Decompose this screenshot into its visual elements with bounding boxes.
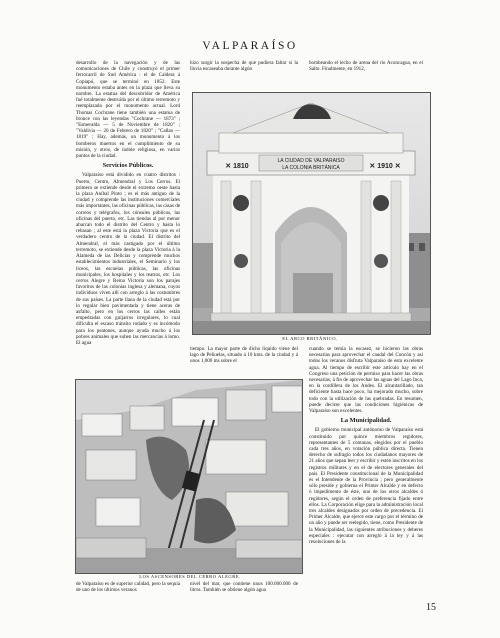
arch-inscription-line2: LA COLONIA BRITÁNICA	[282, 165, 340, 171]
paragraph: El gobierno municipal autónomo de Valparaíso está constituido por quince miembros regidores, representantes de 5 comunas, elegidos por el pueblo cada tres años, en votación pública directa. Tienen derecho de sufragio todos los ciudadanos mayores de 21 años que sepan leer y escribir y estén inscritos en los registros militares y en el de electores generales del país. El Presidente constitucional de la Municipalidad es el Intendente de la Provincia ; pero generalmente sólo preside y gobierna el Primer Alcalde y en defecto ó impedimento de éste, uno de los otros alcaldes ó regidores, según el orden de preferencia fijado entre ellos. La Corporación elige para la administración local tres alcaldes designados por orden de precedencia. El Primer Alcalde, que ejerce este cargo por el término de un año y puede ser reelegido, tiene, como Presidente de la Municipalidad, las siguientes atribuciones y deberes especiales : ejecutar con arreglo á la ley y á las resoluciones de la	[309, 427, 423, 546]
page-number: 15	[426, 602, 436, 613]
paragraph: cuando se temía la escasez, se hicieron las obras necesarias para aprovechar el caudal del Concón y así todos los veranos disfruta Valparaíso de esta excelente agua. Al tiempo de escribir este artículo hay en el Congreso una petición de permiso para hacer las obras necesarias, á fin de aprovechar las aguas del Lago Inca, en la cordillera de los Andes. El alcantarillado, tan deficiente hasta hace poco, ha mejorado mucho, sobre todo con la utilización de las quebradas. En resumen, puede decirse que las condiciones higiénicas de Valparaíso son excelentes.	[309, 346, 423, 415]
section-heading-municipalidad: La Municipalidad.	[340, 417, 392, 425]
paragraph: Valparaíso está dividido en cuatro distritos : Puerto, Centro, Almendral y Los Cerros. El primero se extiende desde el extremo oeste hasta la plaza Aníbal Pinto ; es el más antiguo de la ciudad y comprende las instituciones comerciales más importantes, las oficinas públicas, las casas de correos y telégrafos, los cónsules públicos, las oficinas del puerto, etc. Las tiendas al por menor abarcan todo el distrito del Centro y hasta lo rebasan ; al este está la plaza Victoria que es el verdadero centro de la ciudad. El distrito del Almendral, el más castigado por el último terremoto, se extiende desde la plaza Victoria á la Alameda de las Delicias y comprende muchos establecimientos industriales, el Seminario y los liceos, las escuelas públicas, las oficinas municipales, los hospitales y los teatros, etc. Los cerros Alegre y Reina Victoria son los parajes favoritos de las colonias inglesa y alemana, cuyos individuos viven allí con arreglo á las costumbres de sus países. La parte llana de la ciudad está por lo regular bien pavimentada y tiene aceras de asfalto, pero en los cerros las calles están empedradas con guijarros irregulares, lo cual dificulta el escaso tránsito rodado y es incómodo para los peatones, aunque ayuda mucho á los pobres animales que suben las mercancías á lomo. El agua	[76, 172, 180, 346]
arch-date-right: ✕ 1910 ✕	[369, 163, 401, 170]
paragraph: hizo surgir la sospecha de que pudiera faltar si la lluvia escaseaba durante algún	[190, 60, 298, 73]
paragraph: nivel del mar, que contiene unos 100.000.000 de litros. También se obtiene algún agua	[190, 581, 298, 594]
column-1-top	[76, 60, 180, 346]
paragraph: de Valparaíso es de superior calidad, pero la sequía de uno de los últimos veranos	[76, 581, 180, 594]
photo-caption-arco: EL ARCO BRITÁNICO.	[282, 336, 338, 341]
photo-arco-britanico	[192, 92, 431, 335]
column-2-middle	[190, 346, 298, 365]
arch-illustration	[193, 93, 430, 334]
paragraph: desarrollo de la navegación y de las comunicaciones de Chile y construyó el primer ferrocarril de Sud América : el de Caldera á Copiapó, que se terminó en 1852. Este monumento estaba antes en la plaza que lleva su nombre. La estatua del descubridor de América fué totalmente destruída por el último terremoto y reemplazada por el monumento actual. Lord Thomas Cochrane tiene también una estatua de bronce con las leyendas "Cochrane — 1873" ; "Esmeralda — 5 de Noviembre de 1820" ; "Valdivia — 20 de Febrero de 1820" ; "Callao — 1819" ; Hay, además, un monumento á los bomberos muertos en el cumplimiento de su misión, y otros, de índole religiosa, en varios puntos de la ciudad.	[76, 60, 180, 160]
section-heading-servicios: Servicios Públicos.	[102, 162, 154, 170]
hillside-illustration	[76, 380, 302, 573]
column-3-top	[309, 60, 423, 72]
paragraph: tiempo. La mayor parte de dicho líquido viene del lago de Peñuelas, situado á 10 kms. de la ciudad y á unos 1,000 ms sobre el	[190, 346, 298, 365]
arch-date-left: ✕ 1810	[225, 163, 249, 170]
paragraph: bombeando el lecho de arena del río Aconcagua, en el Salto. Finalmente, en 1912,	[309, 60, 423, 73]
page-title: VALPARAÍSO	[202, 40, 298, 52]
column-2-bottom	[190, 581, 298, 593]
photo-caption-ascensores: LOS ASCENSORES DEL CERRO ALEGRE.	[139, 574, 241, 579]
column-1-bottom	[76, 581, 180, 593]
column-3-middle	[309, 346, 423, 545]
column-2-top	[190, 60, 298, 72]
photo-ascensores-cerro-alegre	[75, 379, 303, 574]
arch-inscription-line1: LA CIUDAD DE VALPARAISO	[277, 158, 345, 164]
